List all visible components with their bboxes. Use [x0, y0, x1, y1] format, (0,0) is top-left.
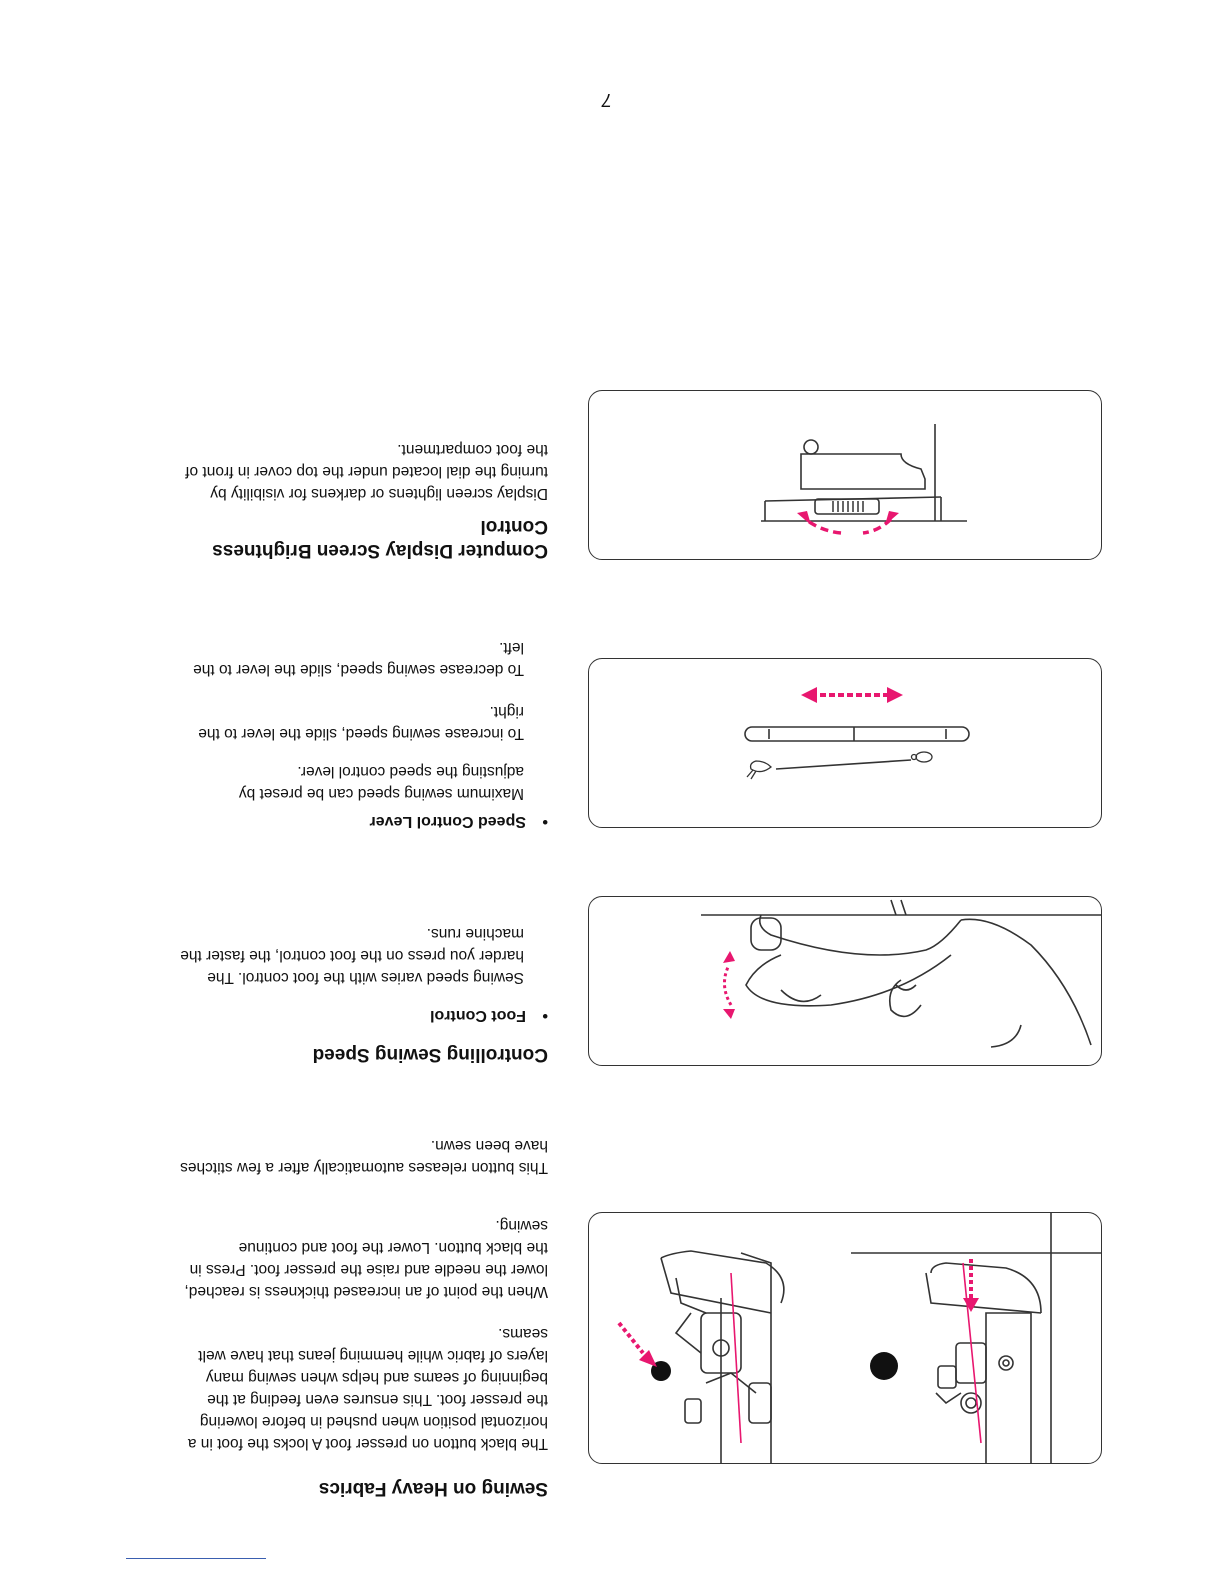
- speed-scale-line: [776, 760, 911, 769]
- page-number: 7: [601, 90, 612, 110]
- sewing-speed-heading: Controlling Sewing Speed: [312, 1044, 548, 1065]
- speed-lever-paragraph-2: To increase sewing speed, slide the lever to the right.: [198, 703, 524, 742]
- foot-control-text: Sewing speed varies with the foot control. The harder you press on the foot control, the faster the machine runs.: [180, 925, 524, 986]
- lever-track: [745, 727, 969, 741]
- footer-rule: [126, 1558, 266, 1559]
- heavy-fabrics-heading: Sewing on Heavy Fabrics: [318, 1478, 548, 1499]
- presser-foot-figure: [588, 1212, 1102, 1464]
- arrow-head-right: [797, 511, 811, 525]
- brightness-heading: Computer Display Screen Brightness Control: [212, 516, 548, 561]
- bullet-icon: •: [542, 1007, 548, 1024]
- turtle-icon: [912, 752, 933, 762]
- black-button-icon: [870, 1352, 898, 1380]
- speed-lever-illustration: [589, 659, 1101, 827]
- speed-lever-figure: [588, 658, 1102, 828]
- brightness-dial: [815, 499, 879, 514]
- bullet-icon: •: [542, 813, 548, 830]
- speed-lever-paragraph-3: To decrease sewing speed, slide the lever to the left.: [193, 639, 524, 678]
- left-right-arrow-icon: [801, 687, 903, 703]
- dial-knurl-icon: [833, 501, 863, 512]
- heavy-fabrics-paragraph-3: This button releases automatically after a few stitches have been sewn.: [180, 1137, 548, 1176]
- rabbit-icon: [747, 761, 771, 779]
- heavy-fabrics-paragraph-1: The black button on presser foot A locks the foot in a horizontal position when pushed in before lowering the presser foot. This ensures even feeding at the beginning of seams and helps when sewing many layers of fabric while hemming jeans that have welt seams.: [187, 1325, 548, 1452]
- arrow-head-left: [885, 511, 899, 525]
- heavy-fabrics-paragraph-2: When the point of an increased thickness is reached, lower the needle and raise the presser foot. Press in the black button. Lower the foot and continue sewing.: [184, 1217, 548, 1300]
- push-arrow-icon: [619, 1323, 657, 1367]
- presser-foot-illustration: [589, 1213, 1101, 1463]
- brightness-text: Display screen lightens or darkens for visibility by turning the dial located under the top cover in front of the foot compartment.: [185, 441, 548, 502]
- press-arrow-icon: [723, 951, 735, 1019]
- foot-control-illustration: [589, 897, 1101, 1065]
- foot-control-figure: [588, 896, 1102, 1066]
- speed-lever-title: •Speed Control Lever: [108, 810, 548, 832]
- speed-lever-paragraph-1: Maximum sewing speed can be preset by adjusting the speed control lever.: [238, 763, 524, 802]
- brightness-dial-illustration: [589, 391, 1101, 559]
- brightness-dial-figure: [588, 390, 1102, 560]
- foot-control-title: •Foot Control: [108, 1004, 548, 1026]
